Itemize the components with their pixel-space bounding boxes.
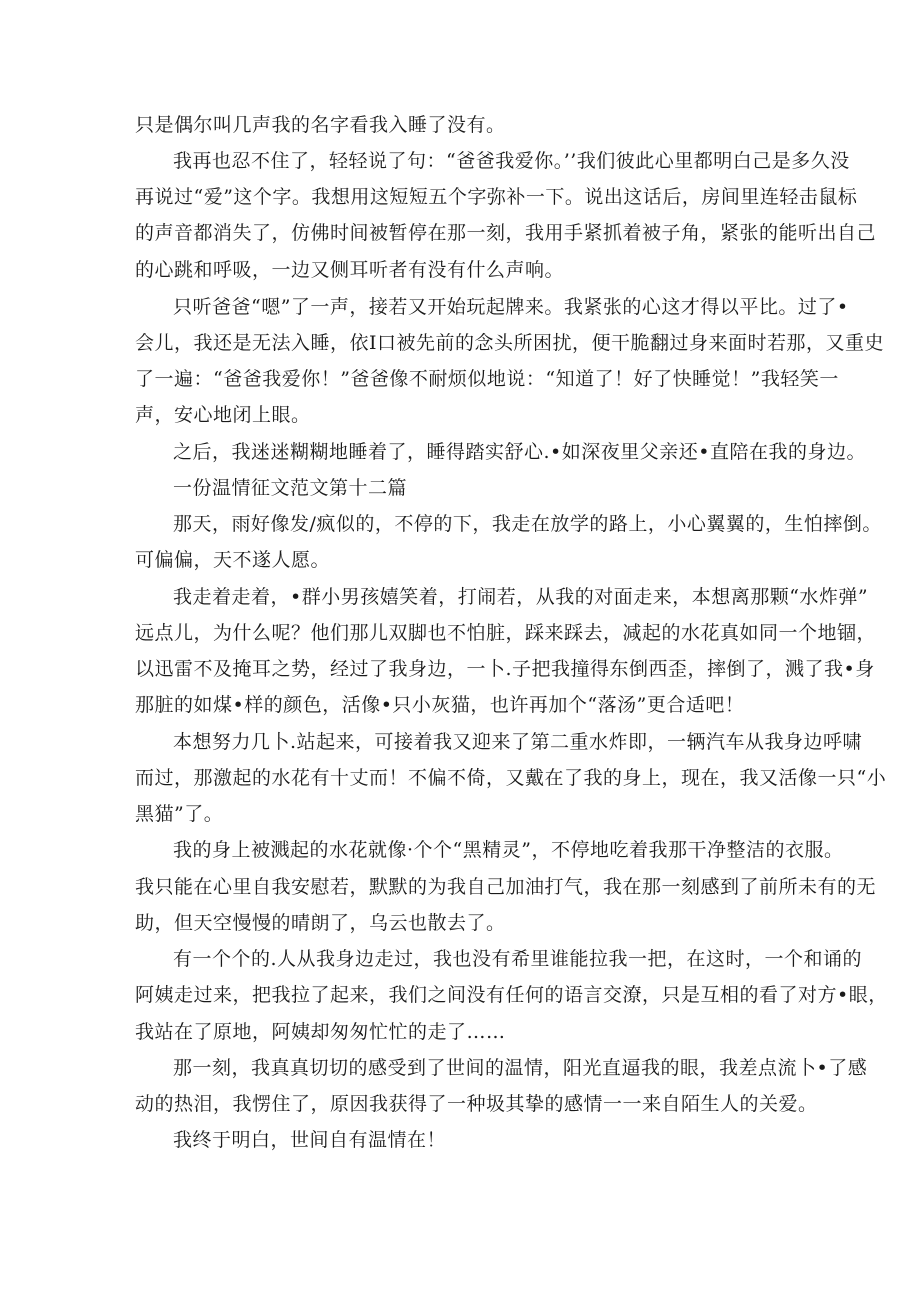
text-line: 我终于明白，世间自有温情在！ bbox=[173, 1129, 447, 1151]
text-line: 黑猫”了。 bbox=[135, 803, 224, 825]
text-line: 只听爸爸“嗯”了一声，接若又开始玩起牌来。我紧张的心这才得以平比。过了• bbox=[173, 296, 849, 318]
text-line: 可偏偏，天不遂人愿。 bbox=[135, 549, 331, 571]
section-heading: 一份温情征文范文第十二篇 bbox=[173, 477, 408, 499]
text-line: 的心跳和呼吸，一边又侧耳听者有没有什么声响。 bbox=[135, 259, 565, 281]
text-line: 我只能在心里自我安慰若，默默的为我自己加油打气，我在那一刻感到了前所未有的无 bbox=[135, 876, 877, 898]
text-line: 会儿，我还是无法入睡，依I口被先前的念头所困扰，便干脆翻过身来面时若那，又重史 bbox=[135, 332, 885, 354]
text-line: 那天，雨好像发/疯似的，不停的下，我走在放学的路上，小心翼翼的，生怕摔倒。 bbox=[173, 513, 882, 535]
text-line: 了一遍：“爸爸我爱你！”爸爸像不耐烦似地说：“知道了！好了快睡觉！”我轻笑一 bbox=[135, 368, 839, 390]
text-line: 助，但天空慢慢的晴朗了，乌云也散去了。 bbox=[135, 912, 506, 934]
text-line: 只是偶尔叫几声我的名字看我入睡了没有。 bbox=[135, 114, 506, 136]
text-line: 之后，我迷迷糊糊地睡着了，睡得踏实舒心.•如深夜里父亲还•直陪在我的身边。 bbox=[173, 441, 866, 463]
text-line: 我的身上被溅起的水花就像·个个“黑精灵”，不停地吃着我那干净整洁的衣服。 bbox=[173, 839, 844, 861]
text-line: 远点儿，为什么呢？他们那儿双脚也不怕脏，踩来踩去，减起的水花真如同一个地锢， bbox=[135, 622, 877, 644]
text-line: 动的热泪，我愣住了，原因我获得了一种圾其挚的感情一一来自陌生人的关爱。 bbox=[135, 1093, 818, 1115]
text-line: 那一刻，我真真切切的感受到了世间的温情，阳光直逼我的眼，我差点流卜•了感 bbox=[173, 1057, 868, 1079]
text-line: 我站在了原地，阿姨却匆匆忙忙的走了…… bbox=[135, 1021, 506, 1043]
text-line: 以迅雷不及掩耳之势，经过了我身边，一卜.子把我撞得东倒西歪，摔倒了，溅了我•身 bbox=[135, 658, 875, 680]
text-line: 声，安心地闭上眼。 bbox=[135, 404, 311, 426]
text-line: 再说过“爱”这个字。我想用这短短五个字弥补一下。说出这话后，房间里连轻击鼠标 bbox=[135, 186, 858, 208]
text-line: 而过，那激起的水花有十丈而！不偏不倚，又戴在了我的身上，现在，我又活像一只“小 bbox=[135, 767, 887, 789]
text-line: 本想努力几卜.站起来，可接着我又迎来了第二重水炸即，一辆汽车从我身边呼啸 bbox=[173, 731, 863, 753]
text-line: 有一个个的.人从我身边走过，我也没有希里谁能拉我一把，在这时，一个和诵的 bbox=[173, 948, 863, 970]
text-line: 我再也忍不住了，轻轻说了句：“爸爸我爱你。’’我们彼此心里都明白己是多久没 bbox=[173, 150, 850, 172]
text-line: 我走着走着，•群小男孩嬉笑着，打闹若，从我的对面走来，本想离那颗“水炸弹” bbox=[173, 586, 869, 608]
text-line: 阿姨走过来，把我拉了起来，我们之间没有任何的语言交潦，只是互相的看了对方•眼， bbox=[135, 984, 888, 1006]
text-line: 的声音都消失了，仿佛时间被暂停在那一刻，我用手紧抓着被子角，紧张的能听出自己 bbox=[135, 222, 877, 244]
text-line: 那脏的如煤•样的颜色，活像•只小灰猫，也许再加个“落汤”更合适吧！ bbox=[135, 694, 745, 716]
